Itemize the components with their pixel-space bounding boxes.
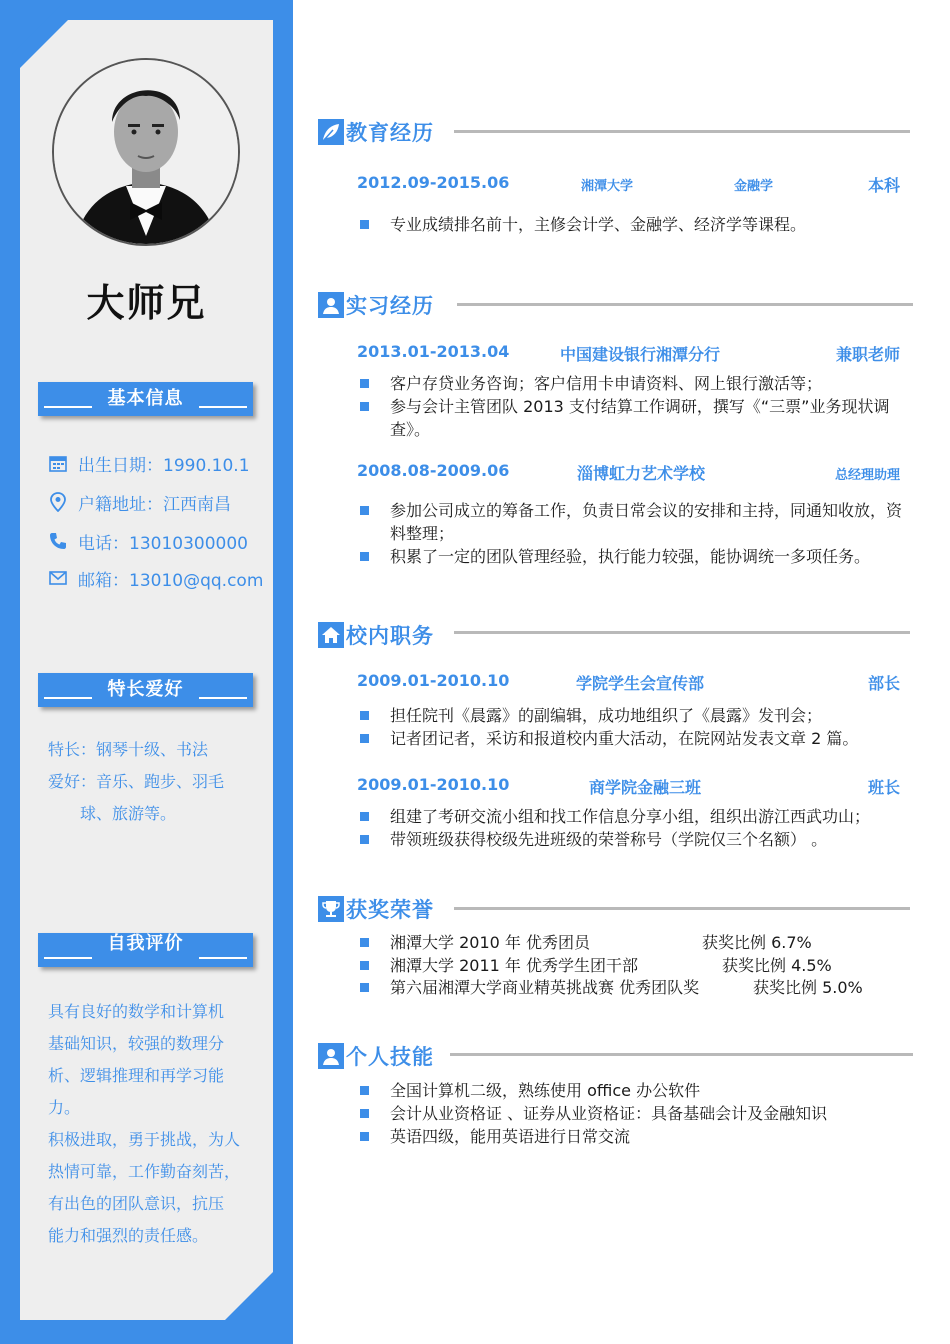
hobbies-line: 球、旅游等。 xyxy=(80,804,177,823)
divider xyxy=(450,1053,913,1056)
avatar xyxy=(52,58,240,246)
list-item: 全国计算机二级，熟练使用 office 办公软件 xyxy=(360,1079,905,1102)
self-eval-line: 积极进取，勇于挑战，为人 xyxy=(48,1130,241,1149)
award-name: 第六届湘潭大学商业精英挑战赛 优秀团队奖 xyxy=(390,978,700,997)
entry-role: 班长 xyxy=(867,778,900,797)
campus-entry xyxy=(357,671,900,695)
hometown-row xyxy=(48,490,278,514)
hobbies-text xyxy=(48,734,248,830)
basic-info-header xyxy=(38,382,253,416)
entry-org: 中国建设银行湘潭分行 xyxy=(560,345,721,364)
trophy-icon xyxy=(318,896,344,922)
campus-bullets xyxy=(360,805,905,851)
list-item: 组建了考研交流小组和找工作信息分享小组，组织出游江西武功山； xyxy=(360,805,905,828)
header-underline-right xyxy=(199,697,247,699)
award-name: 湘潭大学 2011 年 优秀学生团干部 xyxy=(390,956,638,975)
phone-text: 电话：13010300000 xyxy=(78,533,248,554)
campus-title: 校内职务 xyxy=(346,624,434,648)
entry-role: 总经理助理 xyxy=(834,468,900,483)
list-item: 会计从业资格证 、证券从业资格证：具备基础会计及金融知识 xyxy=(360,1102,905,1125)
skills-bullets xyxy=(360,1079,905,1148)
self-eval-line: 具有良好的数学和计算机 xyxy=(48,1002,225,1021)
entry-role: 部长 xyxy=(867,674,900,693)
birth-row xyxy=(48,451,278,475)
self-eval-line: 热情可靠，工作勤奋刻苦， xyxy=(48,1162,241,1181)
award-item xyxy=(360,931,920,954)
award-ratio: 获奖比例 4.5% xyxy=(722,956,832,975)
envelope-icon xyxy=(48,568,68,588)
entry-date: 2013.01-2013.04 xyxy=(357,342,510,361)
campus-entry xyxy=(357,775,900,799)
birth-text: 出生日期：1990.10.1 xyxy=(78,455,250,476)
hobbies-header xyxy=(38,673,253,707)
list-item: 专业成绩排名前十，主修会计学、金融学、经济学等课程。 xyxy=(360,213,905,236)
award-name: 湘潭大学 2010 年 优秀团员 xyxy=(390,933,590,952)
location-pin-icon xyxy=(48,492,68,512)
divider xyxy=(454,631,910,634)
internship-header xyxy=(318,289,434,321)
entry-school: 湘潭大学 xyxy=(581,179,634,194)
awards-header xyxy=(318,893,434,925)
avatar-portrait-icon xyxy=(54,60,238,244)
self-eval-line: 有出色的团队意识，抗压 xyxy=(48,1194,225,1213)
self-eval-title: 自我评价 xyxy=(107,933,184,954)
education-entry xyxy=(357,173,900,197)
phone-icon xyxy=(48,531,68,551)
awards-title: 获奖荣誉 xyxy=(346,898,434,922)
entry-org: 学院学生会宣传部 xyxy=(576,674,705,693)
entry-date: 2009.01-2010.10 xyxy=(357,671,510,690)
corner-decoration-bottom xyxy=(225,1272,273,1320)
self-eval-header xyxy=(38,933,253,967)
award-ratio: 获奖比例 5.0% xyxy=(753,978,863,997)
internship-bullets xyxy=(360,372,905,441)
home-icon xyxy=(318,622,344,648)
internship-bullets xyxy=(360,499,905,568)
hobbies-line: 爱好：音乐、跑步、羽毛 xyxy=(48,772,225,791)
campus-bullets xyxy=(360,704,905,750)
entry-date: 2012.09-2015.06 xyxy=(357,173,510,192)
list-item: 英语四级，能用英语进行日常交流 xyxy=(360,1125,905,1148)
entry-org: 商学院金融三班 xyxy=(589,778,702,797)
email-text: 邮箱：13010@qq.com xyxy=(78,570,264,591)
skills-title: 个人技能 xyxy=(346,1045,434,1069)
hobbies-title: 特长爱好 xyxy=(107,679,184,700)
internship-entry xyxy=(357,342,900,366)
education-header xyxy=(318,116,434,148)
education-title: 教育经历 xyxy=(346,121,434,145)
entry-role: 兼职老师 xyxy=(835,345,900,364)
award-ratio: 获奖比例 6.7% xyxy=(702,933,812,952)
list-item: 参加公司成立的筹备工作，负责日常会议的安排和主持，同通知收放，资料整理； xyxy=(360,499,905,545)
entry-major: 金融学 xyxy=(734,179,774,194)
divider xyxy=(454,130,910,133)
phone-row xyxy=(48,529,278,553)
person-name: 大师兄 xyxy=(86,281,207,325)
list-item: 记者团记者，采访和报道校内重大活动，在院网站发表文章 2 篇。 xyxy=(360,727,905,750)
divider xyxy=(457,303,913,306)
self-eval-line: 析、逻辑推理和再学习能 xyxy=(48,1066,225,1085)
email-row xyxy=(48,566,278,590)
hobbies-line: 特长：钢琴十级、书法 xyxy=(48,740,209,759)
list-item: 积累了一定的团队管理经验，执行能力较强，能协调统一多项任务。 xyxy=(360,545,905,568)
award-item xyxy=(360,954,920,977)
list-item: 带领班级获得校级先进班级的荣誉称号（学院仅三个名额） 。 xyxy=(360,828,905,851)
entry-date: 2009.01-2010.10 xyxy=(357,775,510,794)
hometown-text: 户籍地址：江西南昌 xyxy=(78,494,231,515)
self-eval-line: 力。 xyxy=(48,1098,81,1117)
list-item: 客户存贷业务咨询；客户信用卡申请资料、网上银行激活等； xyxy=(360,372,905,395)
leaf-icon xyxy=(318,119,344,145)
calendar-icon xyxy=(48,453,68,473)
header-underline-left xyxy=(44,957,92,959)
award-item xyxy=(360,976,920,999)
internship-title: 实习经历 xyxy=(346,294,434,318)
list-item: 担任院刊《晨露》的副编辑，成功地组织了《晨露》发刊会； xyxy=(360,704,905,727)
education-bullets xyxy=(360,213,905,236)
basic-info-title: 基本信息 xyxy=(107,388,184,409)
list-item: 参与会计主管团队 2013 支付结算工作调研，撰写《“三票”业务现状调查》。 xyxy=(360,395,905,441)
self-eval-text xyxy=(48,996,248,1252)
user-skill-icon xyxy=(318,1043,344,1069)
divider xyxy=(454,907,910,910)
internship-entry xyxy=(357,461,900,485)
entry-org: 淄博虹力艺术学校 xyxy=(577,464,706,483)
entry-date: 2008.08-2009.06 xyxy=(357,461,510,480)
skills-header xyxy=(318,1040,434,1072)
self-eval-line: 能力和强烈的责任感。 xyxy=(48,1226,209,1245)
header-underline-right xyxy=(199,406,247,408)
entry-degree: 本科 xyxy=(867,176,900,195)
header-underline-right xyxy=(199,957,247,959)
self-eval-line: 基础知识，较强的数理分 xyxy=(48,1034,225,1053)
campus-header xyxy=(318,619,434,651)
person-icon xyxy=(318,292,344,318)
